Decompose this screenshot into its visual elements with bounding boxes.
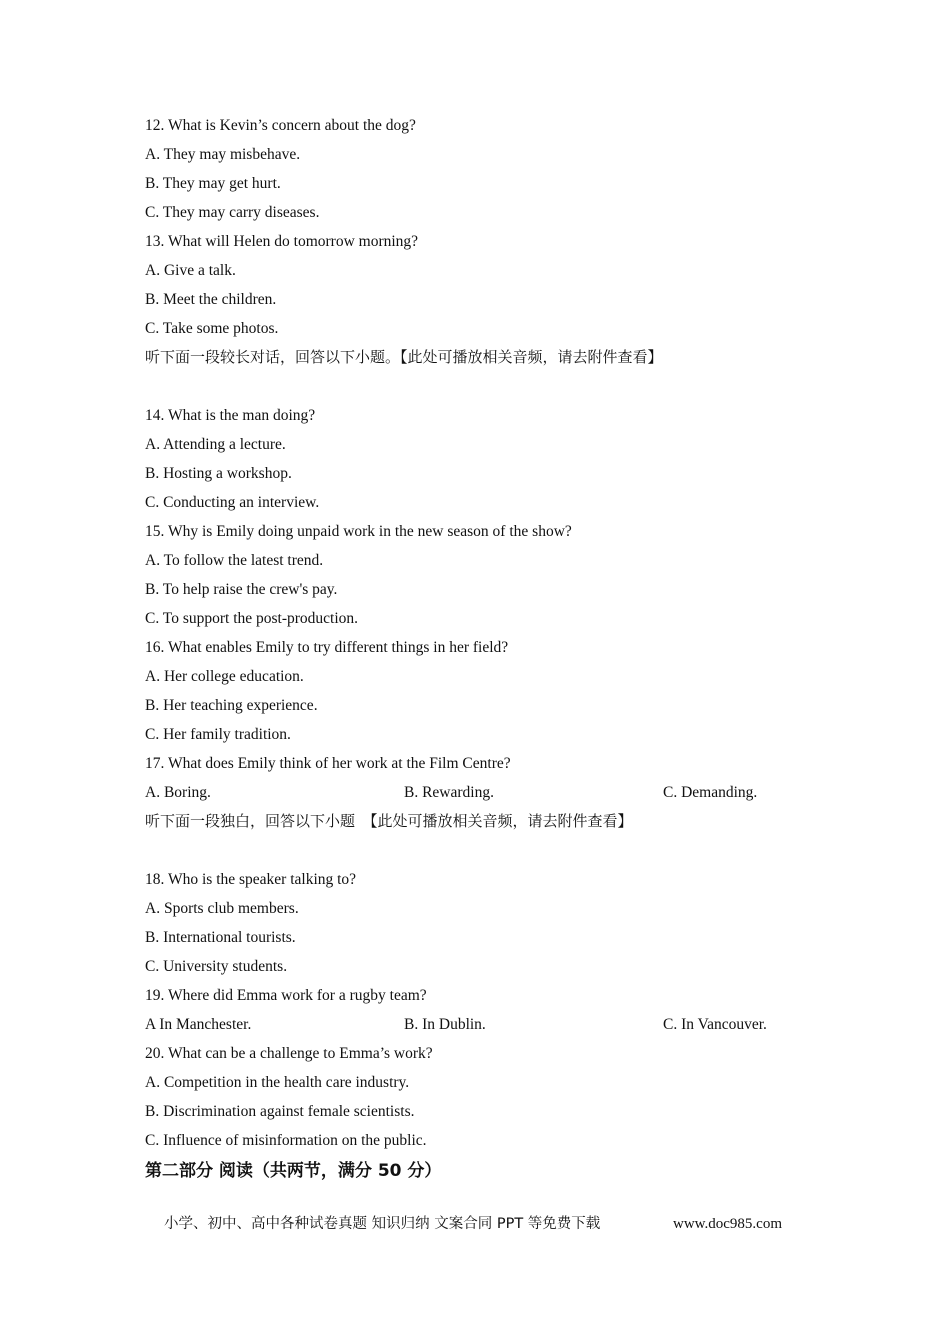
question-14: 14. What is the man doing? — [145, 407, 316, 424]
spacer — [145, 372, 825, 401]
instruction-monologue: 听下面一段独白，回答以下小题 【此处可播放相关音频，请去附件查看】 — [145, 812, 633, 830]
option-c: C. University students. — [145, 958, 288, 975]
question-18: 18. Who is the speaker talking to? — [145, 871, 357, 888]
option-c: C. In Vancouver. — [663, 1016, 767, 1033]
spacer — [145, 836, 825, 865]
option-c: C. Her family tradition. — [145, 726, 291, 743]
section-title: 第二部分 阅读（共两节，满分 50 分） — [145, 1161, 442, 1181]
option-b: B. Meet the children. — [145, 291, 277, 308]
option-a: A. Her college education. — [145, 668, 304, 685]
option-c: C. To support the post-production. — [145, 610, 359, 627]
question-17: 17. What does Emily think of her work at the Film Centre? — [145, 755, 511, 772]
option-b: B. They may get hurt. — [145, 175, 281, 192]
option-a: A. Give a talk. — [145, 262, 236, 279]
footer-link[interactable]: www.doc985.com — [673, 1216, 783, 1232]
question-13: 13. What will Helen do tomorrow morning? — [145, 233, 419, 250]
option-a: A. Boring. — [145, 784, 211, 801]
question-19: 19. Where did Emma work for a rugby team? — [145, 987, 427, 1004]
question-15: 15. Why is Emily doing unpaid work in the new season of the show? — [145, 523, 572, 540]
option-a: A. Sports club members. — [145, 900, 299, 917]
question-12: 12. What is Kevin’s concern about the dog? — [145, 117, 416, 134]
question-16: 16. What enables Emily to try different things in her field? — [145, 639, 509, 656]
question-20: 20. What can be a challenge to Emma’s work? — [145, 1045, 433, 1062]
option-b: B. Her teaching experience. — [145, 697, 318, 714]
option-c: C. Demanding. — [663, 784, 758, 801]
option-c: C. Influence of misinformation on the public. — [145, 1132, 427, 1149]
option-c: C. Conducting an interview. — [145, 494, 320, 511]
option-b: B. Rewarding. — [404, 784, 494, 801]
footer-text: 小学、初中、高中各种试卷真题 知识归纳 文案合同 PPT 等免费下载 — [164, 1216, 601, 1232]
option-c: C. Take some photos. — [145, 320, 279, 337]
option-a: A. To follow the latest trend. — [145, 552, 324, 569]
option-b: B. In Dublin. — [404, 1016, 486, 1033]
question-list — [145, 111, 825, 1187]
option-b: B. To help raise the crew's pay. — [145, 581, 338, 598]
option-a: A. Attending a lecture. — [145, 436, 286, 453]
options-row — [145, 1010, 825, 1039]
options-row — [145, 778, 825, 807]
option-c: C. They may carry diseases. — [145, 204, 320, 221]
instruction-long-dialogue: 听下面一段较长对话，回答以下小题。【此处可播放相关音频，请去附件查看】 — [145, 348, 663, 366]
option-a: A. They may misbehave. — [145, 146, 301, 163]
option-a: A In Manchester. — [145, 1016, 252, 1033]
option-b: B. Hosting a workshop. — [145, 465, 292, 482]
option-b: B. Discrimination against female scientists. — [145, 1103, 415, 1120]
option-b: B. International tourists. — [145, 929, 296, 946]
page-footer — [164, 1212, 804, 1236]
option-a: A. Competition in the health care industry. — [145, 1074, 410, 1091]
